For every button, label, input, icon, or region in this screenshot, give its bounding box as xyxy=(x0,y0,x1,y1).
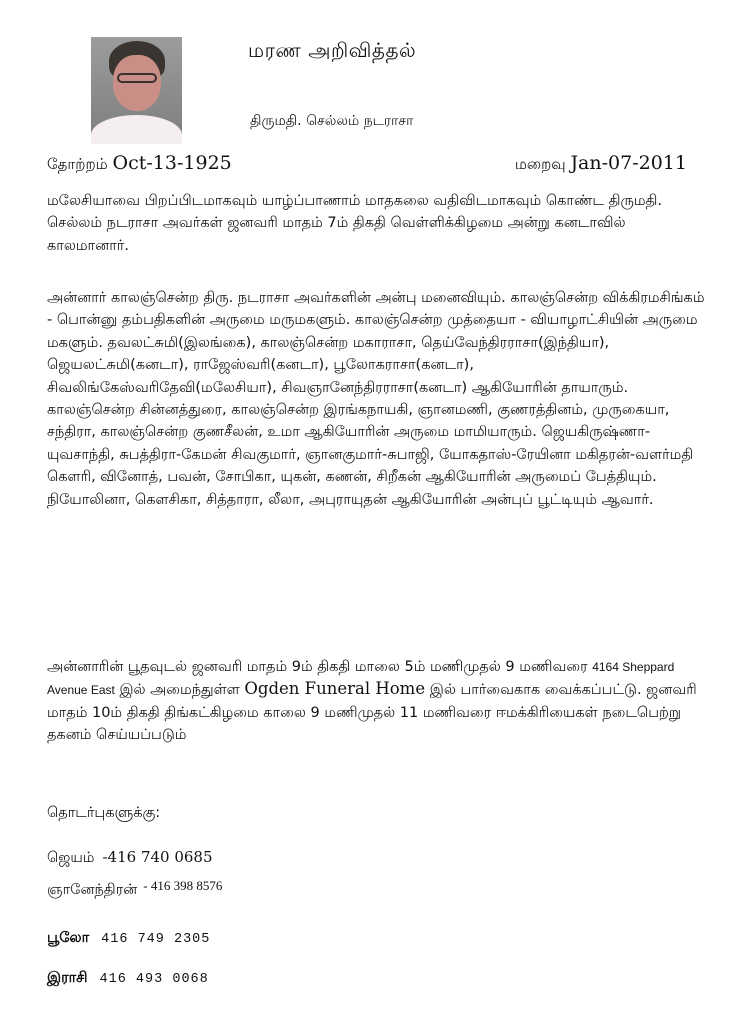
portrait-face xyxy=(113,55,161,111)
funeral-text-a: அன்னாரின் பூதவுடல் ஜனவரி மாதம் 9ம் திகதி மாலை 5ம் மணிமுதல் 9 மணிவரை xyxy=(47,659,588,675)
contact-name: இராசி xyxy=(47,970,88,986)
birth-info xyxy=(47,152,232,175)
contacts-label: தொடர்புகளுக்கு: xyxy=(47,805,161,821)
paragraph-funeral xyxy=(47,656,707,747)
funeral-text-c: இல் பார்வைகாக வைக்கப்பட்டு. ஜனவரி மாதம் 10ம் திகதி திங்கட்கிழமை காலை 9 மணிமுதல் 11 மணிவரை ஈமக்கிரியைகள் நடைபெற்று தகனம் செய்யப்படும் xyxy=(47,682,697,744)
notice-title: மரண அறிவித்தல் xyxy=(248,38,417,62)
funeral-home-name: Ogden Funeral Home xyxy=(244,679,426,699)
death-info xyxy=(515,152,687,175)
death-label: மறைவு xyxy=(514,155,566,173)
birth-label: தோற்றம் xyxy=(47,155,108,173)
contact-row xyxy=(47,878,223,900)
contact-row xyxy=(47,848,213,868)
portrait-clothing xyxy=(91,115,182,144)
contact-phone: 416 493 0068 xyxy=(99,972,209,987)
funeral-text-b: இல் அமைந்துள்ள xyxy=(119,682,240,699)
portrait-glasses xyxy=(117,73,157,83)
portrait-photo xyxy=(91,37,182,144)
contact-phone: -416 740 0685 xyxy=(102,848,213,866)
birth-date: Oct-13-1925 xyxy=(112,152,232,174)
contact-name: ஞானேந்திரன் xyxy=(47,882,138,898)
death-date: Jan-07-2011 xyxy=(570,152,687,174)
funeral-address: 4164 Sheppard Avenue East xyxy=(47,660,675,698)
contact-phone: - 416 398 8576 xyxy=(143,878,223,893)
contact-row xyxy=(47,970,209,988)
deceased-name: திருமதி. செல்லம் நடராசா xyxy=(250,113,414,129)
contact-name: பூலோ xyxy=(47,930,90,946)
contact-phone: 416 749 2305 xyxy=(101,932,211,947)
paragraph-birthplace: மலேசியாவை பிறப்பிடமாகவும் யாழ்ப்பாணாம் மாதகலை வதிவிடமாகவும் கொண்ட திருமதி. செல்லம் நடராசா அவர்கள் ஜனவரி மாதம் 7ம் திகதி வெள்ளிக்கிழமை அன்று கனடாவில் காலமானார். xyxy=(47,193,663,254)
contact-row xyxy=(47,930,210,948)
paragraph-family: அன்னார் காலஞ்சென்ற திரு. நடராசா அவர்களின் அன்பு மனைவியும். காலஞ்சென்ற விக்கிரமசிங்கம் - பொன்னு தம்பதிகளின் அருமை மருமகளும். காலஞ்சென்ற முத்தையா - வியாழாட்சியின் அருமை மகளும். தவலட்சுமி(இலங்கை), காலஞ்சென்ற மகாராசா, தெய்வேந்திரராசா(இந்தியா), ஜெயலட்சுமி(கனடா), ராஜேஸ்வரி(கனடா), பூலோகராசா(கனடா), சிவலிங்கேஸ்வரிதேவி(மலேசியா), சிவஞானேந்திரராசா(கனடா) ஆகியோரின் தாயாரும். காலஞ்சென்ற சின்னத்துரை, காலஞ்சென்ற இரங்கநாயகி, ஞானமணி, குணரத்தினம், முருகையா, சந்திரா, காலஞ்சென்ற குணசீலன், உமா ஆகியோரின் அருமை மாமியாரும். ஜெயகிருஷ்ணா-யுவசாந்தி, சுபத்திரா-கேமன் சிவகுமார், ஞானகுமார்-சுபாஜி, யோகதாஸ்-ரேயினா மகிதரன்-வளர்மதி கௌரி, வினோத், பவன், சோபிகா, யுகன், கணன், சிறீகன் ஆகியோரின் அருமைப் பேத்தியும். நியோலினா, கௌசிகா, சித்தாரா, லீலா, அபுராயுதன் ஆகியோரின் அன்புப் பூட்டியும் ஆவார். xyxy=(47,290,705,508)
contact-name: ஜெயம் xyxy=(47,850,95,866)
